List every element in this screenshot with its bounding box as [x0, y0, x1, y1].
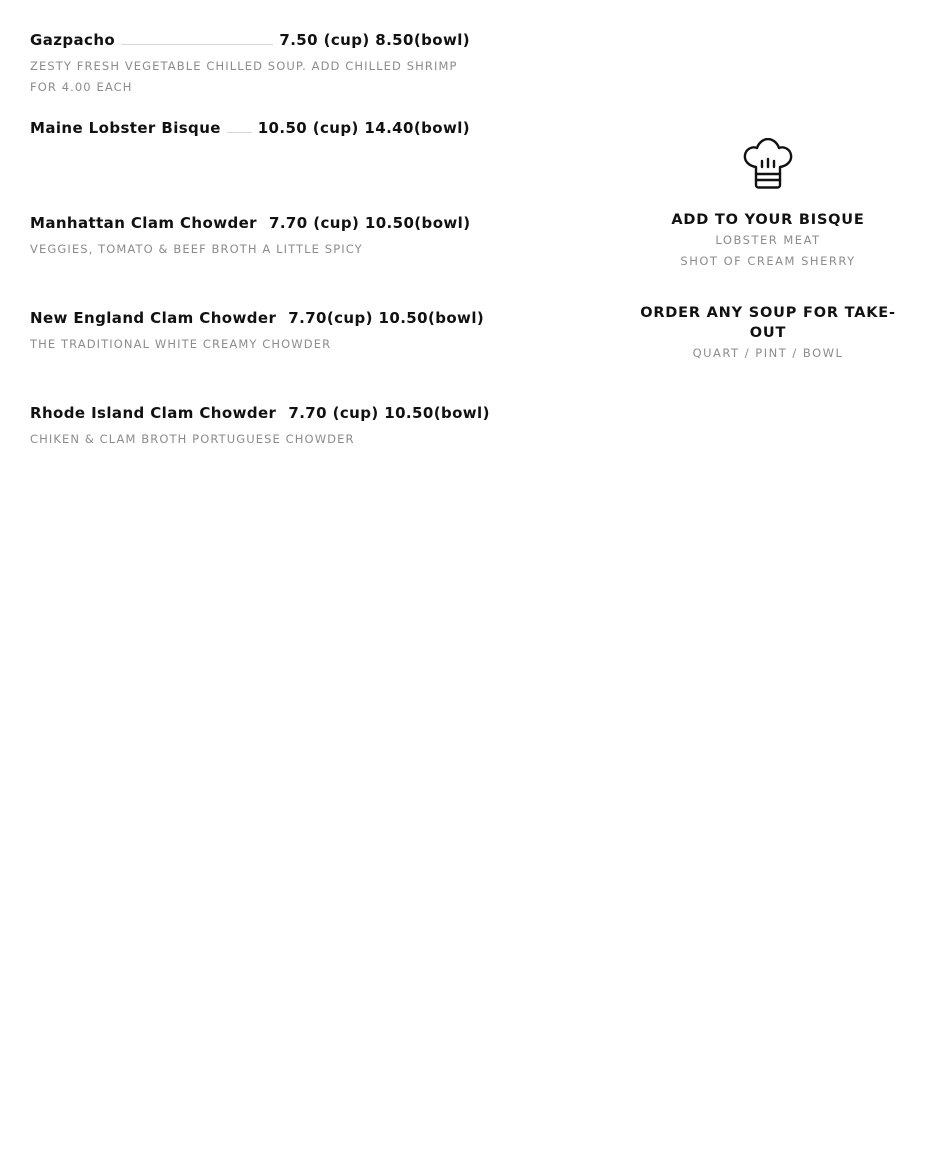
item-description-line: CHIKEN & CLAM BROTH PORTUGUESE CHOWDER — [30, 432, 355, 446]
item-price: 7.50 (cup) 8.50(bowl) — [279, 31, 470, 49]
menu-item-header — [30, 26, 470, 50]
item-description-line: ZESTY FRESH VEGETABLE CHILLED SOUP. ADD CHILLED SHRIMP — [30, 59, 458, 73]
item-price: 10.50 (cup) 14.40(bowl) — [257, 119, 470, 137]
takeout-info — [632, 303, 904, 364]
item-description — [30, 239, 470, 260]
item-description-line: THE TRADITIONAL WHITE CREAMY CHOWDER — [30, 337, 332, 351]
item-name: Manhattan Clam Chowder — [30, 214, 257, 232]
item-name: Gazpacho — [30, 31, 116, 49]
menu-item-header — [30, 209, 470, 233]
item-price: 7.70(cup) 10.50(bowl) — [288, 309, 485, 327]
takeout-title: ORDER ANY SOUP FOR TAKE-OUT — [640, 305, 896, 341]
item-price: 7.70 (cup) 10.50(bowl) — [268, 214, 471, 232]
item-description — [30, 334, 470, 355]
menu-item-maine-lobster-bisque — [30, 114, 470, 138]
dotted-leader — [121, 43, 273, 45]
item-description — [30, 429, 470, 450]
item-name: Rhode Island Clam Chowder — [30, 404, 277, 422]
item-description-line: FOR 4.00 EACH — [30, 80, 133, 94]
menu-item-header — [30, 399, 490, 423]
item-price: 7.70 (cup) 10.50(bowl) — [288, 404, 490, 422]
takeout-sizes: QUART / PINT / BOWL — [692, 346, 844, 360]
menu-item-manhattan-clam-chowder — [30, 209, 470, 260]
dotted-leader — [227, 131, 252, 133]
menu-item-gazpacho — [30, 26, 470, 98]
bisque-addons-title: ADD TO YOUR BISQUE — [671, 212, 865, 228]
item-name: New England Clam Chowder — [30, 309, 277, 327]
menu-item-rhode-island-clam-chowder — [30, 399, 490, 450]
item-description — [30, 56, 470, 98]
item-name: Maine Lobster Bisque — [30, 119, 221, 137]
bisque-addons — [632, 210, 904, 272]
menu-item-header — [30, 114, 470, 138]
bisque-addon-item: LOBSTER MEAT — [715, 233, 821, 247]
menu-item-header — [30, 304, 485, 328]
item-description-line: VEGGIES, TOMATO & BEEF BROTH A LITTLE SPICY — [30, 242, 363, 256]
menu-item-new-england-clam-chowder — [30, 304, 485, 355]
bisque-addon-item: SHOT OF CREAM SHERRY — [680, 254, 856, 268]
chef-hat-icon — [742, 138, 794, 190]
